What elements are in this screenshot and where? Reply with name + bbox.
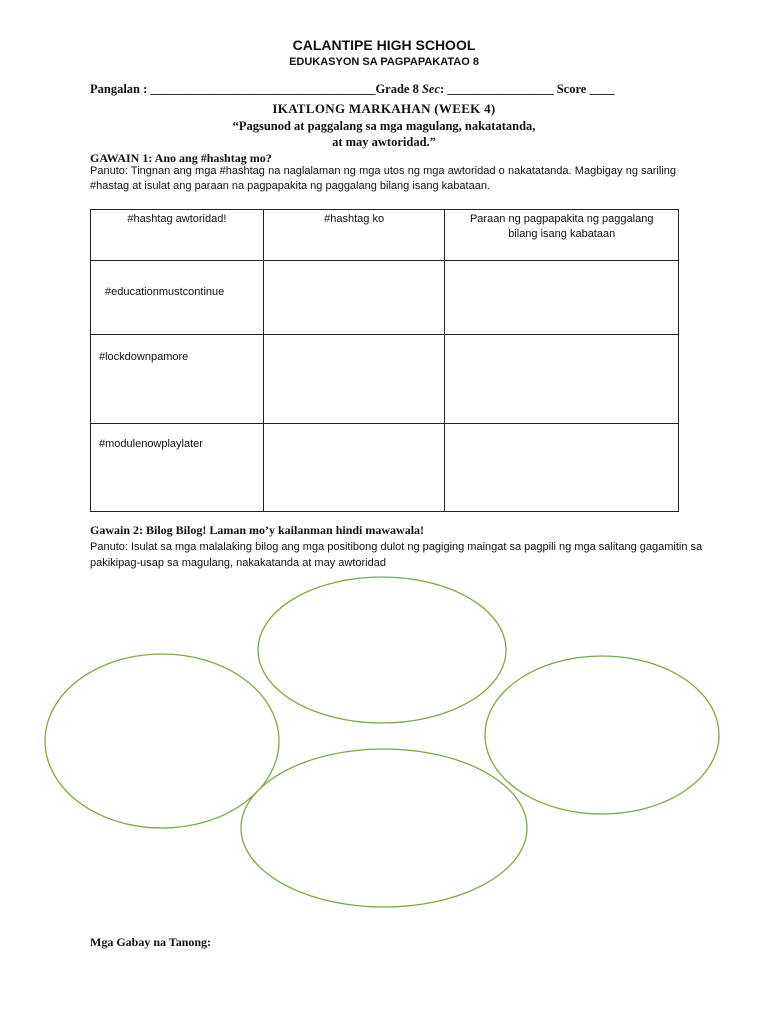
answer-cell[interactable] bbox=[263, 424, 445, 512]
answer-cell[interactable] bbox=[445, 424, 679, 512]
answer-cell[interactable] bbox=[445, 261, 679, 335]
score-blank: ____ bbox=[589, 82, 615, 96]
hashtag-table bbox=[90, 209, 679, 512]
student-info-line: Pangalan : ____________________________________Grade 8 Sec: _________________ Score ____ bbox=[90, 82, 615, 96]
circles-diagram bbox=[0, 570, 768, 920]
table-cell bbox=[91, 261, 264, 335]
table-row bbox=[91, 424, 679, 512]
hashtag-text: #lockdownpamore bbox=[99, 351, 189, 363]
hashtag-text: #educationmustcontinue bbox=[105, 286, 225, 298]
guide-questions-heading: Mga Gabay na Tanong: bbox=[90, 935, 212, 949]
score-label: Score bbox=[556, 82, 587, 96]
gawain1-instructions: Panuto: Tingnan ang mga #hashtag na naglalaman ng mga utos ng mga awtoridad o nakatatanda. Magbigay ng sariling #hastag at isulat ang paraan na pagpapakita ng paggalang bilang isang kabataan. bbox=[90, 165, 676, 192]
table-cell bbox=[91, 424, 264, 512]
table-header-cell: #hashtag ko bbox=[263, 210, 445, 261]
table-row bbox=[91, 335, 679, 424]
answer-cell[interactable] bbox=[445, 335, 679, 424]
hashtag-text: #modulenowplaylater bbox=[99, 438, 203, 450]
table-cell bbox=[91, 335, 264, 424]
gawain1-title: GAWAIN 1: Ano ang #hashtag mo? bbox=[90, 151, 272, 165]
section-blank: _________________ bbox=[447, 82, 554, 96]
answer-cell[interactable] bbox=[263, 261, 445, 335]
table-header-row bbox=[91, 210, 679, 261]
topic-line-2: at may awtoridad.” bbox=[332, 135, 436, 149]
answer-circle-left[interactable] bbox=[45, 654, 279, 828]
gawain2-instructions: Panuto: Isulat sa mga malalaking bilog ang mga positibong dulot ng pagiging maingat sa pagpili ng mga salitang gagamitin sa pakikipag-usap sa magulang, nakakatanda at may awtoridad bbox=[90, 541, 703, 569]
school-name: CALANTIPE HIGH SCHOOL bbox=[292, 37, 476, 53]
table-header-cell: Paraan ng pagpapakita ng paggalang bilang isang kabataan bbox=[445, 210, 679, 261]
answer-cell[interactable] bbox=[263, 335, 445, 424]
subject-name: EDUKASYON SA PAGPAPAKATAO 8 bbox=[289, 56, 479, 68]
table-header-cell: #hashtag awtoridad! bbox=[91, 210, 264, 261]
grade-label: Grade 8 bbox=[375, 82, 419, 96]
answer-circle-top[interactable] bbox=[258, 577, 506, 723]
answer-circle-bottom[interactable] bbox=[241, 749, 527, 907]
topic-line-1: “Pagsunod at paggalang sa mga magulang, nakatatanda, bbox=[232, 119, 536, 133]
name-label: Pangalan : bbox=[90, 82, 148, 96]
gawain2-title: Gawain 2: Bilog Bilog! Laman mo’y kailanman hindi mawawala! bbox=[90, 523, 425, 537]
table-row bbox=[91, 261, 679, 335]
answer-circle-right[interactable] bbox=[485, 656, 719, 814]
section-label: Sec bbox=[421, 82, 441, 96]
quarter-heading: IKATLONG MARKAHAN (WEEK 4) bbox=[272, 101, 496, 116]
name-blank: ____________________________________ bbox=[150, 82, 376, 96]
